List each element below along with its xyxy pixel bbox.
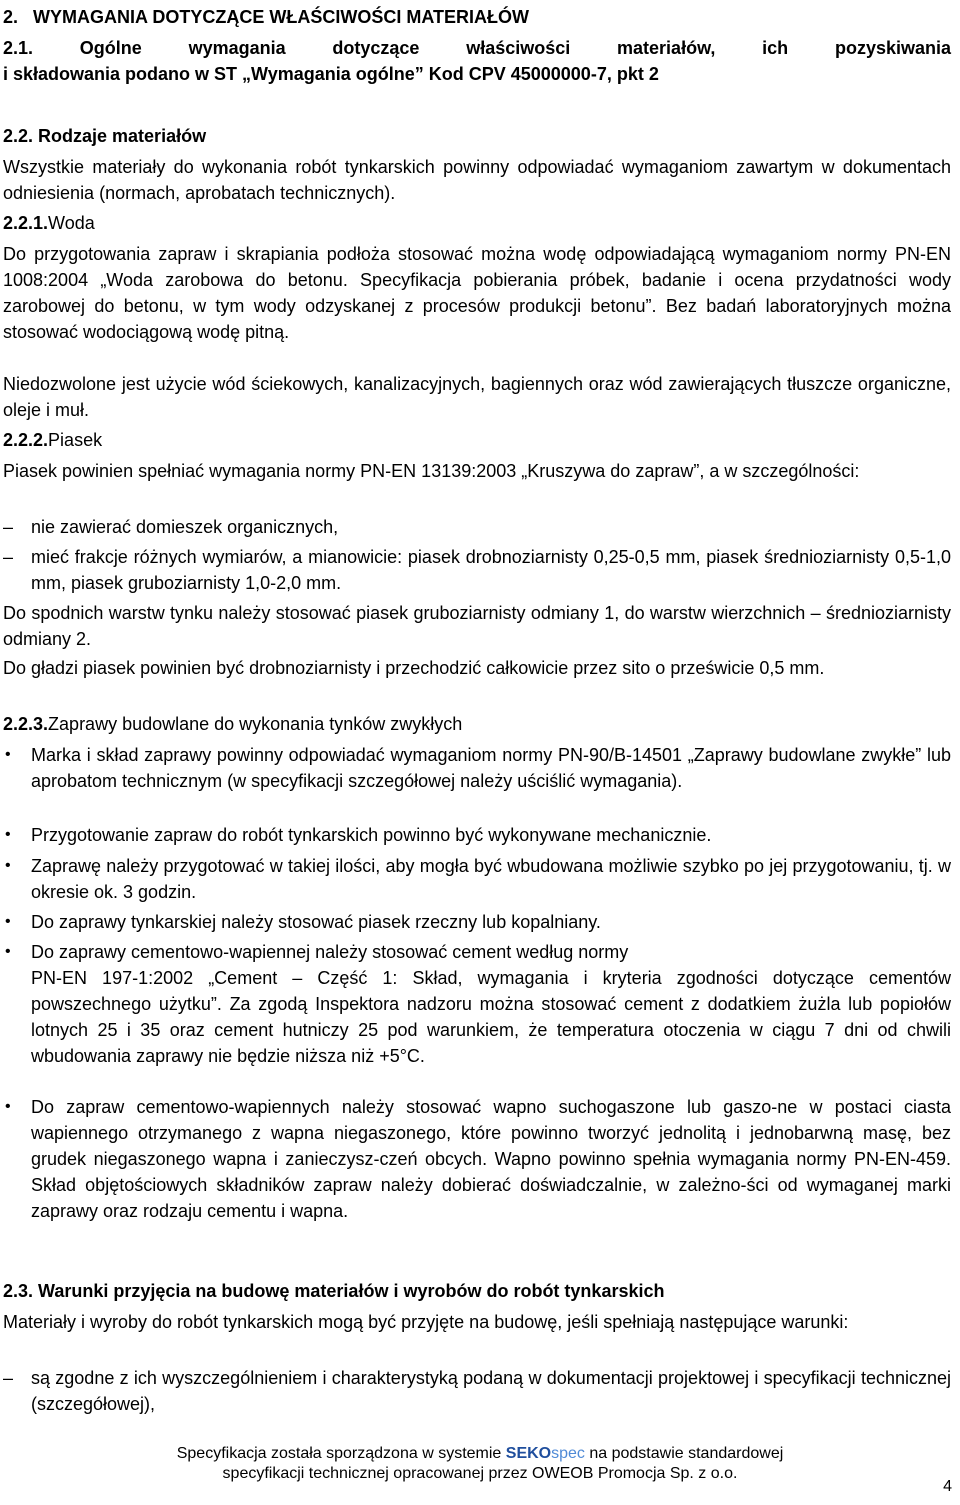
footer-suffix: na podstawie standardowej — [589, 1445, 784, 1462]
sand-dash-item-1 — [3, 514, 951, 540]
subsection-2-2-2-title: Piasek — [48, 430, 103, 450]
subsection-2-2-heading: 2.2. Rodzaje materiałów — [3, 126, 207, 146]
acceptance-dash-text-1: są zgodne z ich wyszczególnieniem i charakterystyką podaną w dokumentacji projektowej i specyfikacji technicznej (szczegółowej), — [31, 1368, 951, 1414]
bullet-marker: • — [5, 826, 11, 843]
footer-brand-logo: SEKOspec — [505, 1445, 585, 1462]
subsection-2-2-2-heading — [3, 427, 951, 453]
mortar-bullet-5 — [3, 939, 951, 1095]
section-number: 2. — [3, 7, 19, 27]
mortar-bullet-text-5 — [31, 939, 951, 1069]
subsection-2-1-line2: i składowania podano w ST „Wymagania ogólne” Kod CPV 45000000-7, pkt 2 — [3, 64, 659, 84]
section-title: WYMAGANIA DOTYCZĄCE WŁAŚCIWOŚCI MATERIAŁÓW — [33, 7, 529, 27]
sand-paragraph-2: Do spodnich warstw tynku należy stosować piasek gruboziarnisty odmiany 1, do warstw wierzchnich – średnioziarnisty odmiany 2. — [3, 603, 951, 649]
sand-paragraph-3: Do gładzi piasek powinien być drobnoziarnisty i przechodzić całkowicie przez sito o prześwicie 0,5 mm. — [3, 658, 825, 678]
bullet-marker: • — [5, 1098, 11, 1115]
bullet-marker: • — [5, 943, 11, 960]
bullet-marker: • — [5, 746, 11, 763]
sand-dash-item-2 — [3, 544, 951, 596]
subsection-2-2-1-heading — [3, 210, 951, 236]
subsection-2-2-2-number: 2.2.2. — [3, 430, 49, 450]
mortar-bullet-4 — [3, 909, 951, 935]
subsection-2-3-heading: 2.3. Warunki przyjęcia na budowę materiałów i wyrobów do robót tynkarskich — [3, 1281, 665, 1301]
sand-dash-text-1: nie zawierać domieszek organicznych, — [31, 517, 339, 537]
section-heading — [3, 4, 951, 30]
mortar-bullet-3 — [3, 853, 951, 905]
mortar-bullet-text-6: Do zapraw cementowo-wapiennych należy stosować wapno suchogaszone lub gaszo-ne w postaci ciasta wapiennego otrzymanego z wapna niegaszonego, które powinno tworzyć jednolitą i jednobarwną masę, bez grudek niegaszonego wapna i zanieczysz-czeń obcych. Wapno powinno spełnia wymagania normy PN-EN-459. Skład objętościowych składników zapraw należy dobierać doświadczalnie, w zależno-ści od wymaganej marki zaprawy oraz rodzaju cementu i wapna. — [31, 1097, 951, 1221]
acceptance-paragraph: Materiały i wyroby do robót tynkarskich mogą być przyjęte na budowę, jeśli spełniają następujące warunki: — [3, 1312, 849, 1332]
subsection-2-2-3-number: 2.2.3. — [3, 714, 49, 734]
subsection-2-2-1-number: 2.2.1. — [3, 213, 49, 233]
dash-marker: – — [3, 517, 14, 537]
subsection-2-2-3-title: Zaprawy budowlane do wykonania tynków zwykłych — [48, 714, 463, 734]
water-paragraph-2: Niedozwolone jest użycie wód ściekowych, kanalizacyjnych, bagiennych oraz wód zawierających tłuszcze organiczne, oleje i muł. — [3, 374, 951, 420]
mortar-bullet-6 — [3, 1094, 951, 1250]
bullet-marker: • — [5, 857, 11, 874]
page-number: 4 — [943, 1478, 952, 1495]
mortar-bullet-text-4: Do zaprawy tynkarskiej należy stosować piasek rzeczny lub kopalniany. — [31, 912, 601, 932]
footer-line-2: specyfikacji technicznej opracowanej przez OWEOB Promocja Sp. z o.o. — [222, 1465, 738, 1482]
subsection-2-1-line1: 2.1. Ogólne wymagania dotyczące właściwości materiałów, ich pozyskiwania — [3, 38, 951, 58]
dash-marker: – — [3, 1368, 14, 1388]
mortar-bullet-1 — [3, 742, 951, 820]
acceptance-dash-item-1 — [3, 1365, 951, 1417]
subsection-2-2-3-heading — [3, 711, 951, 737]
footer-prefix: Specyfikacja została sporządzona w systemie — [176, 1445, 502, 1462]
mortar-bullet-5-rest: PN-EN 197-1:2002 „Cement – Część 1: Skład, wymagania i kryteria zgodności dotyczące cementów powszechnego użytku”. Za zgodą Inspektora nadzoru można stosować cement z dodatkiem żużla lub popiołów lotnych 25 i 35 oraz cement hutniczy 25 pod warunkiem, że temperatura otoczenia w ciągu 7 dni od chwili wbudowania zaprawy nie będzie niższa niż +5°C. — [31, 968, 951, 1066]
sand-intro: Piasek powinien spełniać wymagania normy PN-EN 13139:2003 „Kruszywa do zapraw”, a w szczególności: — [3, 461, 860, 481]
bullet-marker: • — [5, 913, 11, 930]
subsection-2-2-1-title: Woda — [48, 213, 95, 233]
subsection-2-2-body: Wszystkie materiały do wykonania robót tynkarskich powinny odpowiadać wymaganiom zawartym w dokumentach odniesienia (normach, aprobatach technicznych). — [3, 157, 951, 203]
dash-marker: – — [3, 547, 14, 567]
sand-dash-text-2: mieć frakcje różnych wymiarów, a mianowicie: piasek drobnoziarnisty 0,25-0,5 mm, piasek średnioziarnisty 0,5-1,0 mm, piasek gruboziarnisty 1,0-2,0 mm. — [31, 547, 951, 593]
water-paragraph-1: Do przygotowania zapraw i skrapiania podłoża stosować można wodę odpowiadającą wymaganiom normy PN-EN 1008:2004 „Woda zarobowa do betonu. Specyfikacja pobierania próbek, badanie i ocena przydatności wody zarobowej do betonu, w tym wody odzyskanej z procesów produkcji betonu”. Bez badań laboratoryjnych można stosować wodociągową wodę pitną. — [3, 244, 951, 342]
mortar-bullet-text-1: Marka i skład zaprawy powinny odpowiadać wymaganiom normy PN-90/B-14501 „Zaprawy budowlane zwykłe” lub aprobatom technicznym (w specyfikacji szczegółowej należy uściślić wymagania). — [31, 745, 951, 791]
mortar-bullet-text-2: Przygotowanie zapraw do robót tynkarskich powinno być wykonywane mechanicznie. — [31, 825, 712, 845]
mortar-bullet-5-first-line: Do zaprawy cementowo-wapiennej należy stosować cement według normy — [31, 942, 629, 962]
mortar-bullet-text-3: Zaprawę należy przygotować w takiej ilości, aby mogła być wbudowana możliwie szybko po jej przygotowaniu, tj. w okresie ok. 3 godzin. — [31, 856, 951, 902]
mortar-bullet-2 — [3, 822, 951, 848]
footer-line-1 — [0, 1444, 960, 1463]
